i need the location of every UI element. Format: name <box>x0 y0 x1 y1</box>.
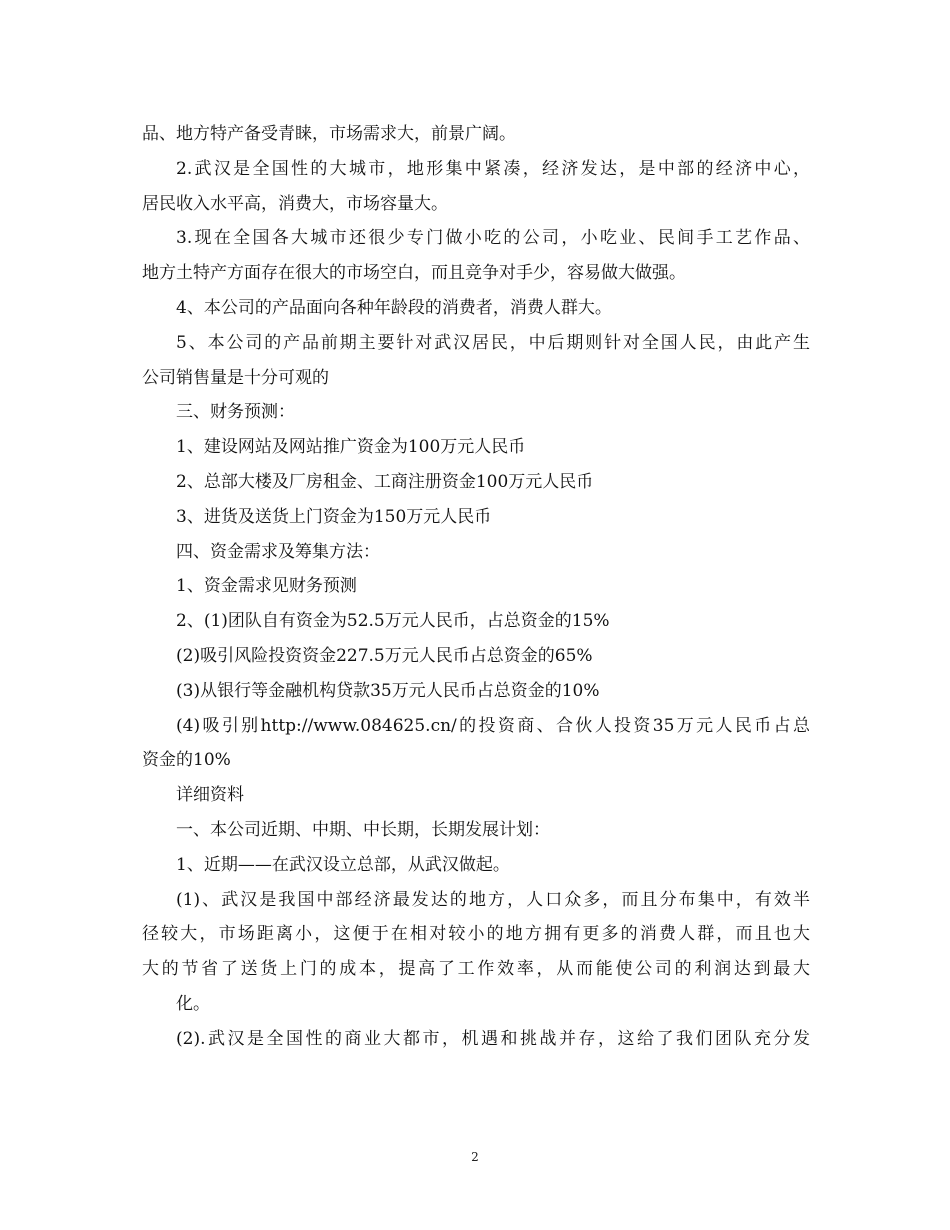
paragraph-line: 2、总部大楼及厂房租金、工商注册资金100万元人民币 <box>176 471 594 492</box>
paragraph-line: (2).武汉是全国性的商业大都市，机遇和挑战并存，这给了我们团队充分发 <box>176 1028 810 1049</box>
paragraph-line: 1、资金需求见财务预测 <box>176 576 357 597</box>
paragraph-line: 5、本公司的产品前期主要针对武汉居民，中后期则针对全国人民，由此产生 <box>176 332 810 353</box>
paragraph-line: 1、建设网站及网站推广资金为100万元人民币 <box>176 437 526 458</box>
paragraph-line: (2)吸引风险投资资金227.5万元人民币占总资金的65% <box>176 645 593 666</box>
paragraph-line: 径较大，市场距离小，这便于在相对较小的地方拥有更多的消费人群，而且也大 <box>142 924 810 945</box>
paragraph-line: 3、进货及送货上门资金为150万元人民币 <box>176 506 492 527</box>
paragraph-line: 居民收入水平高，消费大，市场容量大。 <box>142 193 448 214</box>
section-heading: 三、财务预测： <box>176 402 295 423</box>
page-number: 2 <box>471 1150 479 1164</box>
paragraph-line: (4)吸引别http://www.084625.cn/的投资商、合伙人投资35万元人民币占总 <box>176 715 810 736</box>
paragraph-line: 地方土特产方面存在很大的市场空白，而且竞争对手少，容易做大做强。 <box>142 263 686 284</box>
section-heading: 四、资金需求及筹集方法： <box>176 541 380 562</box>
paragraph-line: 4、本公司的产品面向各种年龄段的消费者，消费人群大。 <box>176 297 612 318</box>
paragraph-line: 公司销售量是十分可观的 <box>142 367 329 388</box>
paragraph-line: 3.现在全国各大城市还很少专门做小吃的公司，小吃业、民间手工艺作品、 <box>176 228 810 249</box>
paragraph-line: 品、地方特产备受青睐，市场需求大，前景广阔。 <box>142 124 516 144</box>
paragraph-line: 资金的10% <box>142 750 231 771</box>
section-heading: 一、本公司近期、中期、中长期，长期发展计划： <box>176 819 550 840</box>
paragraph-line: 1、近期——在武汉设立总部，从武汉做起。 <box>176 854 510 875</box>
paragraph-line: 2、(1)团队自有资金为52.5万元人民币，占总资金的15% <box>176 611 610 632</box>
paragraph-line: 2.武汉是全国性的大城市，地形集中紧凑，经济发达，是中部的经济中心， <box>176 158 810 179</box>
paragraph-line: (3)从银行等金融机构贷款35万元人民币占总资金的10% <box>176 680 600 701</box>
paragraph-line: 化。 <box>176 993 210 1014</box>
section-heading: 详细资料 <box>176 785 244 806</box>
paragraph-line: (1)、武汉是我国中部经济最发达的地方，人口众多，而且分布集中，有效半 <box>176 889 810 910</box>
document-body <box>142 117 810 1057</box>
paragraph-line: 大的节省了送货上门的成本，提高了工作效率，从而能使公司的利润达到最大 <box>142 959 810 980</box>
